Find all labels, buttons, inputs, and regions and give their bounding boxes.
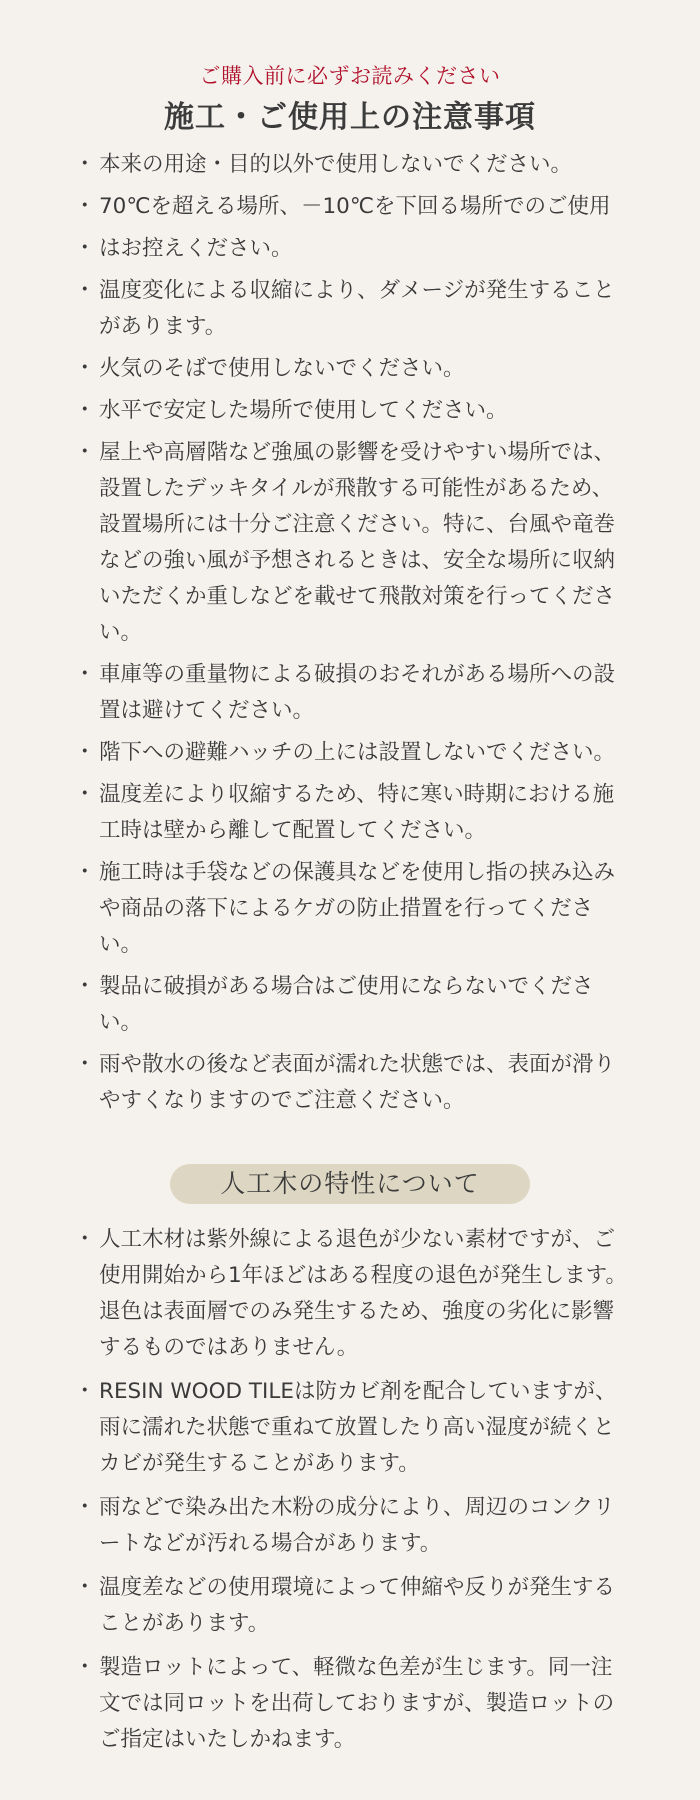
bullet-icon: ・ — [74, 1227, 96, 1252]
list-item-text: 火気のそばで使用しないでください。 — [99, 356, 465, 381]
bullet-icon: ・ — [74, 1379, 96, 1404]
list-item-text: 温度変化による収縮により、ダメージが発生することがあります。 — [99, 278, 615, 339]
list-item — [0, 147, 700, 183]
list-item — [0, 393, 700, 429]
bullet-icon: ・ — [74, 1052, 96, 1077]
page-title: 施工・ご使用上の注意事項 — [164, 100, 536, 135]
list-item — [0, 231, 700, 267]
list-item-text: 雨や散水の後など表面が濡れた状態では、表面が滑りやすくなりますのでご注意ください。 — [99, 1052, 616, 1113]
bullet-icon: ・ — [74, 740, 96, 765]
bullet-icon: ・ — [74, 1575, 96, 1600]
list-item-text: 製造ロットによって、軽微な色差が生じます。同一注文では同ロットを出荷しておりますが、製造ロットのご指定はいたしかねます。 — [99, 1655, 615, 1752]
list-item — [0, 1650, 700, 1758]
characteristics-list — [0, 1222, 700, 1766]
list-item-text: 水平で安定した場所で使用してください。 — [99, 398, 508, 423]
list-item — [0, 273, 700, 345]
list-item — [0, 1047, 700, 1119]
bullet-icon: ・ — [74, 782, 96, 807]
list-item-text: 温度差などの使用環境によって伸縮や反りが発生することがあります。 — [99, 1575, 616, 1636]
list-item-text: 屋上や高層階など強風の影響を受けやすい場所では、設置したデッキタイルが飛散する可能性があるため、設置場所には十分ご注意ください。特に、台風や竜巻などの強い風が予想されるときは、安全な場所に収納いただくか重しなどを載せて飛散対策を行ってください。 — [99, 440, 616, 645]
bullet-icon: ・ — [74, 440, 96, 465]
bullet-icon: ・ — [74, 236, 96, 261]
bullet-icon: ・ — [74, 974, 96, 999]
list-item — [0, 1570, 700, 1642]
list-item — [0, 351, 700, 387]
bullet-icon: ・ — [74, 1655, 96, 1680]
list-item-text: 人工木材は紫外線による退色が少ない素材ですが、ご使用開始から1年ほどはある程度の退色が発生します。退色は表面層でのみ発生するため、強度の劣化に影響するものではありません。 — [99, 1227, 627, 1360]
list-item-text: 製品に破損がある場合はご使用にならないでください。 — [99, 974, 594, 1035]
list-item-text: 本来の用途・目的以外で使用しないでください。 — [99, 152, 573, 177]
list-item — [0, 855, 700, 963]
bullet-icon: ・ — [74, 278, 96, 303]
list-item — [0, 657, 700, 729]
list-item-text: 温度差により収縮するため、特に寒い時期における施工時は壁から離して配置してください。 — [99, 782, 615, 843]
section-heading-characteristics: 人工木の特性について — [170, 1164, 530, 1204]
list-item-text: 車庫等の重量物による破損のおそれがある場所への設置は避けてください。 — [99, 662, 616, 723]
list-item — [0, 1490, 700, 1562]
list-item-text: はお控えください。 — [99, 236, 293, 261]
list-item-text: 70℃を超える場所、－10℃を下回る場所でのご使用 — [99, 194, 611, 219]
list-item — [0, 189, 700, 225]
list-item — [0, 1222, 700, 1366]
list-item — [0, 969, 700, 1041]
list-item — [0, 1374, 700, 1482]
list-item-text: 階下への避難ハッチの上には設置しないでください。 — [99, 740, 616, 765]
list-item — [0, 735, 700, 771]
list-item — [0, 435, 700, 651]
bullet-icon: ・ — [74, 194, 96, 219]
list-item-text: RESIN WOOD TILEは防カビ剤を配合していますが、雨に濡れた状態で重ねて放置したり高い湿度が続くとカビが発生することがあります。 — [99, 1379, 617, 1476]
bullet-icon: ・ — [74, 662, 96, 687]
precautions-list — [0, 147, 700, 1125]
page-subtitle: ご購入前に必ずお読みください — [199, 64, 501, 88]
bullet-icon: ・ — [74, 152, 96, 177]
bullet-icon: ・ — [74, 1495, 96, 1520]
bullet-icon: ・ — [74, 860, 96, 885]
list-item-text: 雨などで染み出た木粉の成分により、周辺のコンクリートなどが汚れる場合があります。 — [99, 1495, 615, 1556]
list-item-text: 施工時は手袋などの保護具などを使用し指の挟み込みや商品の落下によるケガの防止措置を行ってください。 — [99, 860, 616, 957]
list-item — [0, 777, 700, 849]
bullet-icon: ・ — [74, 356, 96, 381]
bullet-icon: ・ — [74, 398, 96, 423]
